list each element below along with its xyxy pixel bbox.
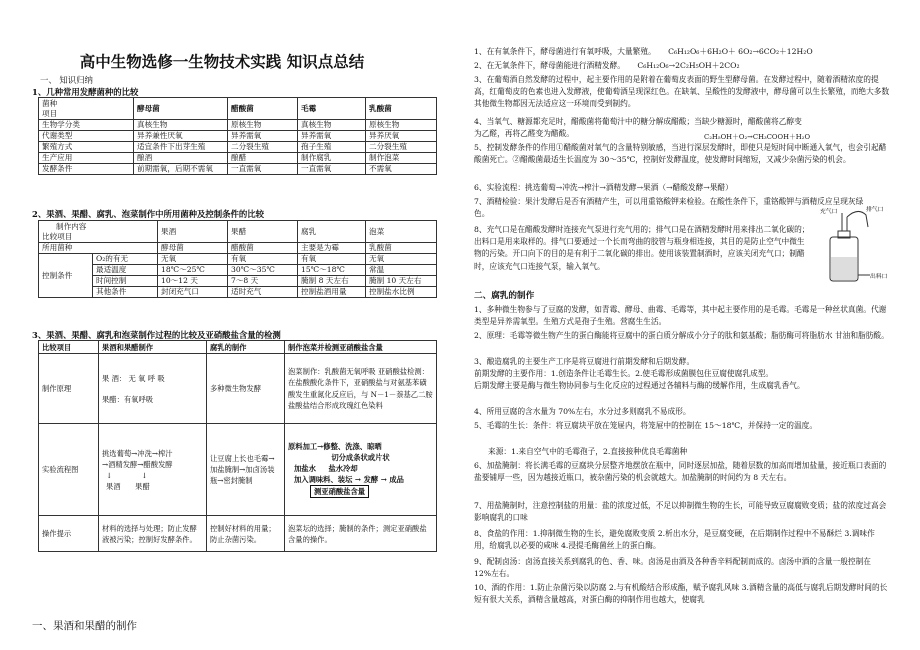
section-heading: 二、腐乳的制作 [474,291,535,301]
bottom-heading: 一、果酒和果醋的制作 [32,620,137,632]
page-title: 高中生物选修一生物技术实践 知识点总结 [79,52,365,71]
table-row: 操作提示 材料的选择与处理；防止发酵液被污染；控制好发酵条件。 控制好材料的用量；防止杂菌污染。 泡菜坛的选择；腌制的条件；测定亚硝酸盐含量的操作。 [39,516,437,552]
table-row: 生产应用 酿酒 酿醋 制作腐乳 制作泡菜 [39,153,437,164]
table-row: 繁殖方式 适宜条件下出芽生殖 二分裂生殖 孢子生殖 二分裂生殖 [39,142,437,153]
process-table: 比较项目 果酒和果醋制作 腐乳的制作 制作泡菜并检测亚硝酸盐含量 制作原理 果 酒： 无 氧 呼 吸 果醋：有氧呼吸 多种微生物发酵 泡菜制作：乳酸菌无氧呼吸 亚硝酸盐检测：在盐酸酸化条件下，亚硝酸盐与对氨基苯磺酸发生重氮化反应后，与 N－1－萘基乙二胺盐酸盐结合形成玫瑰红色染料 实验流程图 挑选葡萄→冲洗→榨汁 →酒精发酵→醋酸发酵 ↓ ↓ 果酒 果醋 让豆腐上长也毛霉→加盐腌制→加卤汤装瓶→密封腌制 原料加工→修整、洗涤、晾晒 切分成条状或片状 加盐水 盐水冷却 加入调味料、装坛 → 发酵 → 成品 测亚硝酸盐含量 操作提示 材料的选择与处理；防止发酵液被污染；控制好发酵条件。 控制好材料的用量；防止杂菌污染。 泡菜坛的选择；腌制的条件；测定亚硝酸盐含量的操作。 [38,340,437,552]
paragraph: 7、用盐腌制时，注意控制盐的用量：盐的浓度过低，不足以抑制微生物的生长，可能导致豆腐腐败变质；盐的浓度过高会影响腐乳的口味 [474,501,887,523]
corner-cell: 制作内容 比较项目 [39,221,158,243]
paragraph: 4、所用豆腐的含水量为 70%左右，水分过多则腐乳不易成形。 [474,407,691,416]
strain-table [38,97,437,175]
paragraph: 4、当氧气、糖源都充足时，醋酸菌将葡萄汁中的糖分解成醋酸；当缺少糖源时，醋酸菌将乙醇变为乙醛，再将乙醛变为醋酸。 [474,117,802,139]
paragraph: 前期发酵的主要作用：1.创造条件让毛霉生长。2.使毛霉形成菌膜包住豆腐使腐乳成型。 [474,369,774,378]
table-row: 代谢类型 异养兼性厌氧 异养需氧 异养需氧 异养厌氧 [39,131,437,142]
table-row: 最适温度 18℃～25℃ 30℃～35℃ 15℃～18℃ 常温 [39,265,437,276]
paragraph: 7、酒精检验：果汁发酵后是否有酒精产生，可以用重铬酸钾来检验。在酸性条件下，重铬酸钾与酒精反应呈现灰绿色。 [474,197,864,219]
table-row: 制作原理 果 酒： 无 氧 呼 吸 果醋：有氧呼吸 多种微生物发酵 泡菜制作：乳酸菌无氧呼吸 亚硝酸盐检测：在盐酸酸化条件下，亚硝酸盐与对氨基苯磺酸发生重氮化反应后，与 N－1－萘基乙二胺盐酸盐结合形成玫瑰红色染料 [39,354,437,424]
paragraph: 后期发酵主要是酶与微生物协同参与生化反应的过程通过各辅料与酶的缓解作用，生成腐乳香气。 [474,381,805,390]
table-row: 发酵条件 前期需氧，后期不需氧 一直需氧 一直需氧 不需氧 [39,164,437,175]
fermenter-diagram [818,205,890,287]
table-row: 生物学分类 真核生物 原核生物 真核生物 原核生物 [39,120,437,131]
paragraph: 5、控制发酵条件的作用①醋酸菌对氧气的含量特别敏感，当进行深层发酵时，即使只是短时间中断通入氧气，也会引起醋酸菌死亡。②醋酸菌最适生长温度为 30～35℃，控制好发酵温度，使发酵时间缩短，又减少杂菌污染的机会。 [474,143,887,165]
svg-text:充气口: 充气口 [820,209,838,215]
table-row: 所用菌种 酵母菌 醋酸菌 主要是为霉 乳酸菌 [39,243,437,254]
paragraph: 6、加盐腌制：将长满毛霉的豆腐块分层整齐地摆放在瓶中，同时逐层加盐，随着层数的加高而增加盐量，接近瓶口表面的盐要铺厚一些，因为越接近瓶口，被杂菌污染的机会就越大。加盐腌制的时间约为 8 天左右。 [474,461,887,483]
svg-text:排气口: 排气口 [866,207,884,213]
col-header: 醋酸菌 [228,98,298,120]
paragraph: 2、原理：毛霉等微生物产生的蛋白酶能将豆腐中的蛋白质分解成小分子的肽和氨基酸；脂肪酶可将脂肪水 甘油和脂肪酸。 [474,331,889,340]
paragraph: 10、酒的作用：1.防止杂菌污染以防腐 2.与有机酸结合形成酯，赋予腐乳风味 3.酒精含量的高低与腐乳后期发酵时间的长短有很大关系，酒精含量越高，对蛋白酶的抑制作用也越大，使腐乳 [474,583,888,605]
table-row: 时间控制 10～12 天 7～8 天 腌制 8 天左右 腌制 10 天左右 [39,276,437,287]
paragraph: 3、在葡萄酒自然发酵的过程中，起主要作用的是附着在葡萄皮表面的野生型酵母菌。在发酵过程中，随着酒精浓度的提高，红葡萄皮的色素也进入发酵液，使葡萄酒呈现深红色。在缺氧、呈酸性的发酵液中，酵母菌可以生长繁殖，而绝大多数其他微生物都因无法适应这一环境而受到制约。 [474,75,890,109]
corner-cell: 菌种 项目 [39,98,134,120]
paragraph: 来源：1.来自空气中的毛霉孢子，2.直接接种优良毛霉菌种 [488,447,688,456]
table3-heading: 3、果酒、果醋、腐乳和泡菜制作过程的比较及亚硝酸盐含量的检测 [32,330,281,340]
table-row: 实验流程图 挑选葡萄→冲洗→榨汁 →酒精发酵→醋酸发酵 ↓ ↓ 果酒 果醋 让豆腐上长也毛霉→加盐腌制→加卤汤装瓶→密封腌制 原料加工→修整、洗涤、晾晒 切分成条状或片状 加盐水 盐水冷却 加入调味料、装坛 → 发酵 → 成品 测亚硝酸盐含量 [39,424,437,516]
paragraph: 8、食盐的作用：1.抑制微生物的生长，避免腐败变质 2.析出水分，是豆腐变硬，在后期制作过程中不易酥烂 3.调味作用，给腐乳以必要的咸味 4.浸提毛酶菌丝上的蛋白酶。 [474,529,875,551]
paragraph: 6、实验流程：挑选葡萄→冲洗→榨汁→酒精发酵→果酒（→醋酸发酵→果醋） [474,183,733,192]
svg-text:出料口: 出料口 [870,274,888,280]
col-header: 乳酸菌 [366,98,437,120]
paragraph: 5、毛霉的生长：条件：将豆腐块平放在笼屉内，将笼屉中的控制在 15～18℃，并保持一定的温度。 [474,421,818,430]
paragraph: 1、在有氧条件下，酵母菌进行有氧呼吸，大量繁殖。 C₆H₁₂O₆＋6H₂O＋ 6O₂→6CO₂＋12H₂O [474,47,813,56]
section-heading: 一、 知识归纳 [40,75,93,85]
pickle-flowchart: 原料加工→修整、洗涤、晾晒 切分成条状或片状 加盐水 盐水冷却 加入调味料、装坛 → 发酵 → 成品 测亚硝酸盐含量 [285,424,437,516]
col-header: 酵母菌 [134,98,228,120]
col-header: 毛霉 [298,98,366,120]
table2-heading: 2、果酒、果醋、腐乳、泡菜制作中所用菌种及控制条件的比较 [32,209,264,219]
paragraph: 3、酿造腐乳的主要生产工序是将豆腐进行前期发酵和后期发酵。 [474,357,695,366]
paragraph: 2、在无氧条件下，酵母菌能进行酒精发酵。 C₆H₁₂O₆→2C₂H₅OH＋2CO₂ [474,61,740,70]
table-row: 控制条件 O₂的有无 无氧 有氧 有氧 无氧 [39,254,437,265]
paragraph: 1、多种微生物参与了豆腐的发酵，如青霉、酵母、曲霉、毛霉等，其中起主要作用的是毛霉。毛霉是一种丝状真菌。代谢类型是异养需氧型。生殖方式是孢子生殖。营腐生生活。 [474,305,887,327]
formula: C₂H₅OH＋O₂→CH₃COOH＋H₂O [704,133,811,141]
table-row: 其他条件 封闭充气口 适时充气 控制盐酒用量 控制盐水比例 [39,287,437,298]
paragraph: 9、配制卤汤：卤汤直接关系到腐乳的色、香、味。卤汤是由酒及各种香辛料配制而成的。卤汤中酒的含量一般控制在 12%左右。 [474,557,871,579]
control-table: 制作内容 比较项目 果酒 果醋 腐乳 泡菜 所用菌种 酵母菌 醋酸菌 主要是为霉 乳酸菌 控制条件 O₂的有无 无氧 有氧 有氧 无氧 最适温度 18℃～25℃ 30℃～35℃ 15℃～18℃ 常温 时间控制 10～12 天 7～8 天 腌制 8 天左右 腌制 10 天左右 其他条件 封闭充气口 适时充气 控制盐酒用量 控制盐水比例 [38,220,437,298]
paragraph: 8、充气口是在醋酸发酵时连接充气泵进行充气用的；排气口是在酒精发酵时用来排出二氧化碳的；出料口是用来取样的。排气口要通过一个长而弯曲的胶管与瓶身相连接，其目的是防止空气中微生物的污染。开口向下的目的是有利于二氧化碳的排出。使用该装置制酒时，应该关闭充气口；制醋时，应该充气口连接气泵，输入氧气。 [474,225,810,271]
table1-heading: 1、几种常用发酵菌种的比较 [32,87,139,97]
